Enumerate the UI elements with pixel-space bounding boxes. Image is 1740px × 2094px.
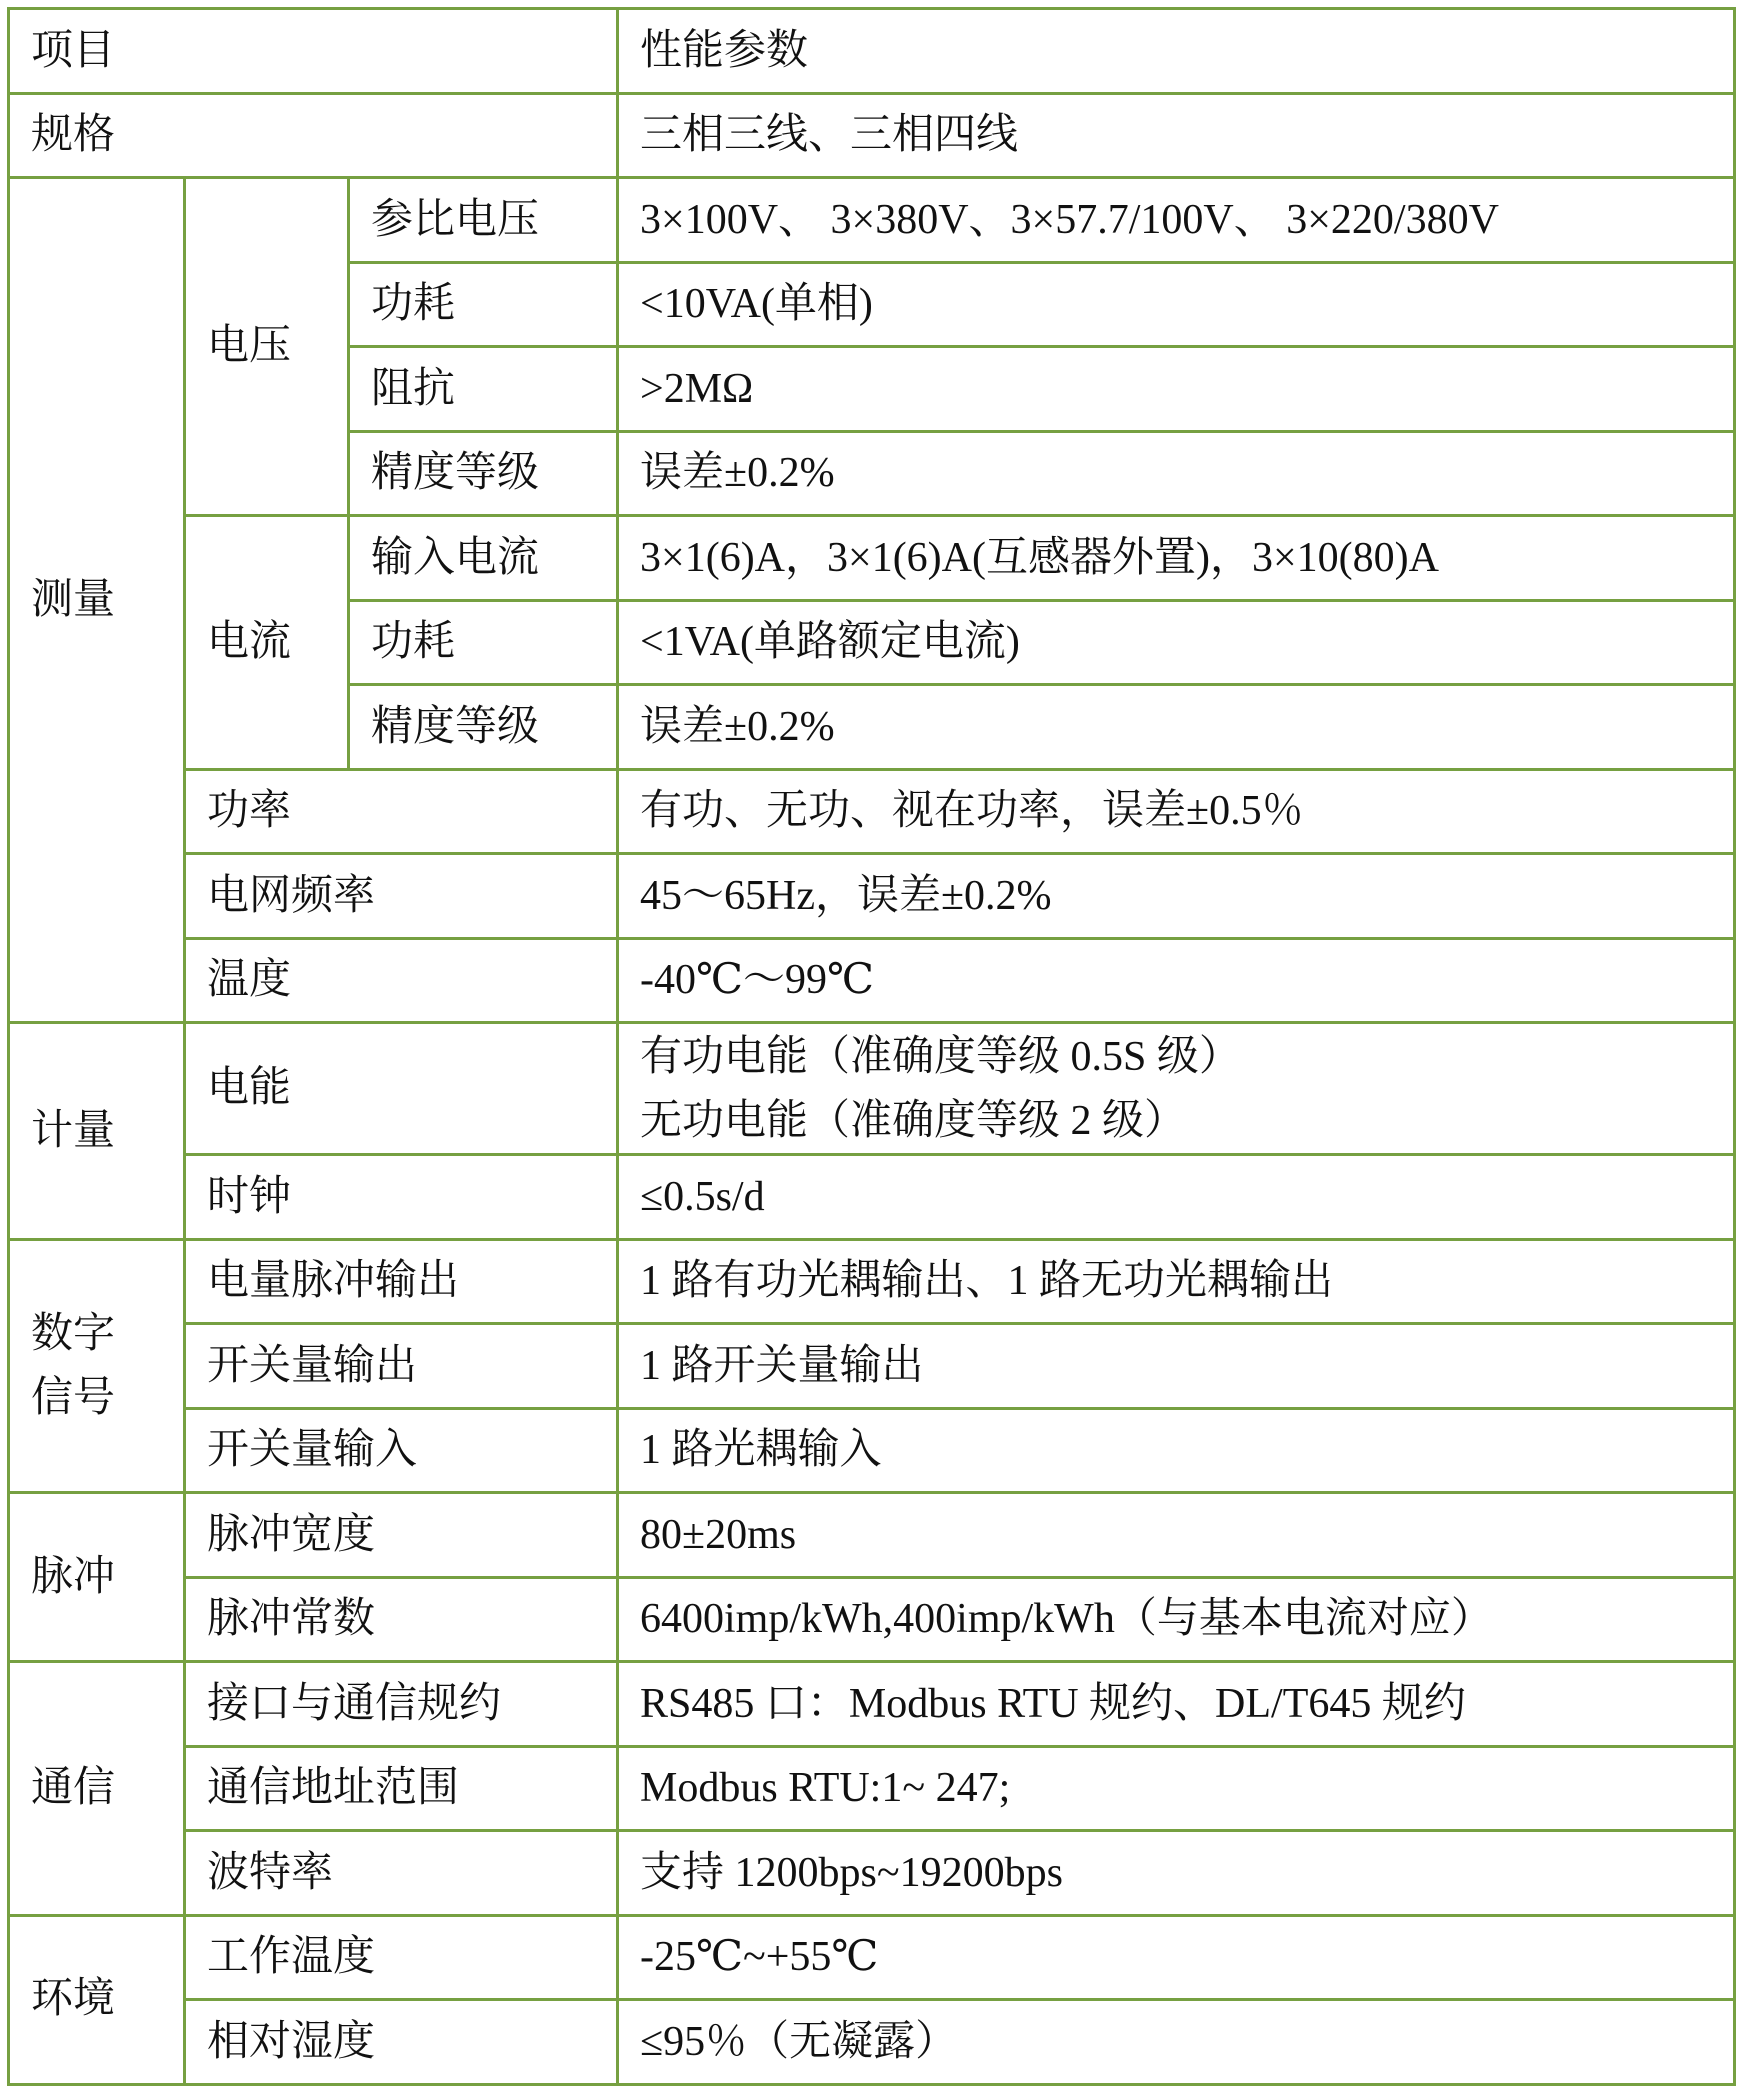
table-row — [9, 1915, 1735, 2000]
measurement-group-cell: 测量 — [9, 178, 185, 1023]
current-power-consumption-label: 功耗 — [349, 600, 618, 685]
environment-group-cell: 环境 — [9, 1915, 185, 2084]
voltage-reference-label: 参比电压 — [349, 178, 618, 263]
voltage-accuracy-label: 精度等级 — [349, 431, 618, 516]
clock-label: 时钟 — [185, 1155, 618, 1240]
table-row — [9, 93, 1735, 178]
current-accuracy-label: 精度等级 — [349, 685, 618, 770]
temperature-value: -40℃～99℃ — [618, 938, 1735, 1023]
spec-value-cell: 三相三线、三相四线 — [618, 93, 1735, 178]
pulse-constant-value: 6400imp/kWh,400imp/kWh（与基本电流对应） — [618, 1577, 1735, 1662]
voltage-accuracy-value: 误差±0.2% — [618, 431, 1735, 516]
pulse-width-label: 脉冲宽度 — [185, 1493, 618, 1578]
baud-rate-value: 支持 1200bps~19200bps — [618, 1831, 1735, 1916]
energy-pulse-output-value: 1 路有功光耦输出、1 路无功光耦输出 — [618, 1239, 1735, 1324]
voltage-impedance-label: 阻抗 — [349, 347, 618, 432]
voltage-power-consumption-label: 功耗 — [349, 262, 618, 347]
baud-rate-label: 波特率 — [185, 1831, 618, 1916]
pulse-width-value: 80±20ms — [618, 1493, 1735, 1578]
digital-signal-label-line-1: 数字 — [31, 1310, 116, 1357]
voltage-power-consumption-value: <10VA(单相) — [618, 262, 1735, 347]
table-row — [9, 1577, 1735, 1662]
interface-protocol-value: RS485 口：Modbus RTU 规约、DL/T645 规约 — [618, 1662, 1735, 1747]
power-label: 功率 — [185, 769, 618, 854]
current-accuracy-value: 误差±0.2% — [618, 685, 1735, 770]
relative-humidity-value: ≤95％（无凝露） — [618, 2000, 1735, 2085]
energy-value — [618, 1023, 1735, 1155]
energy-pulse-output-label: 电量脉冲输出 — [185, 1239, 618, 1324]
communication-group-cell: 通信 — [9, 1662, 185, 1916]
operating-temperature-value: -25℃~+55℃ — [618, 1915, 1735, 2000]
address-range-label: 通信地址范围 — [185, 1746, 618, 1831]
energy-active-line: 有功电能（准确度等级 0.5S 级） — [640, 1033, 1241, 1080]
power-value: 有功、无功、视在功率，误差±0.5％ — [618, 769, 1735, 854]
header-item-cell: 项目 — [9, 9, 618, 94]
table-row — [9, 1831, 1735, 1916]
voltage-group-cell: 电压 — [185, 178, 349, 516]
header-value-cell: 性能参数 — [618, 9, 1735, 94]
spec-label-cell: 规格 — [9, 93, 618, 178]
table-row — [9, 1408, 1735, 1493]
table-row — [9, 516, 1735, 601]
current-input-label: 输入电流 — [349, 516, 618, 601]
switch-output-value: 1 路开关量输出 — [618, 1324, 1735, 1409]
spec-table — [7, 7, 1736, 2086]
table-row — [9, 1324, 1735, 1409]
voltage-reference-value: 3×100V、 3×380V、3×57.7/100V、 3×220/380V — [618, 178, 1735, 263]
temperature-label: 温度 — [185, 938, 618, 1023]
digital-signal-label-line-2: 信号 — [31, 1374, 116, 1421]
pulse-constant-label: 脉冲常数 — [185, 1577, 618, 1662]
clock-value: ≤0.5s/d — [618, 1155, 1735, 1240]
relative-humidity-label: 相对湿度 — [185, 2000, 618, 2085]
table-row — [9, 1746, 1735, 1831]
current-power-consumption-value: <1VA(单路额定电流) — [618, 600, 1735, 685]
energy-reactive-line: 无功电能（准确度等级 2 级） — [640, 1097, 1187, 1144]
operating-temperature-label: 工作温度 — [185, 1915, 618, 2000]
table-row — [9, 1023, 1735, 1155]
interface-protocol-label: 接口与通信规约 — [185, 1662, 618, 1747]
switch-input-label: 开关量输入 — [185, 1408, 618, 1493]
table-row — [9, 1662, 1735, 1747]
table-row — [9, 1493, 1735, 1578]
metering-group-cell: 计量 — [9, 1023, 185, 1240]
address-range-value: Modbus RTU:1~ 247; — [618, 1746, 1735, 1831]
current-group-cell: 电流 — [185, 516, 349, 770]
switch-output-label: 开关量输出 — [185, 1324, 618, 1409]
grid-frequency-value: 45～65Hz，误差±0.2% — [618, 854, 1735, 939]
table-row — [9, 1155, 1735, 1240]
table-row — [9, 854, 1735, 939]
table-row — [9, 1239, 1735, 1324]
pulse-group-cell: 脉冲 — [9, 1493, 185, 1662]
table-row — [9, 938, 1735, 1023]
table-row — [9, 2000, 1735, 2085]
table-row — [9, 178, 1735, 263]
energy-label: 电能 — [185, 1023, 618, 1155]
current-input-value: 3×1(6)A，3×1(6)A(互感器外置)，3×10(80)A — [618, 516, 1735, 601]
switch-input-value: 1 路光耦输入 — [618, 1408, 1735, 1493]
table-row — [9, 9, 1735, 94]
table-row — [9, 769, 1735, 854]
voltage-impedance-value: >2MΩ — [618, 347, 1735, 432]
digital-signal-group-cell — [9, 1239, 185, 1493]
grid-frequency-label: 电网频率 — [185, 854, 618, 939]
